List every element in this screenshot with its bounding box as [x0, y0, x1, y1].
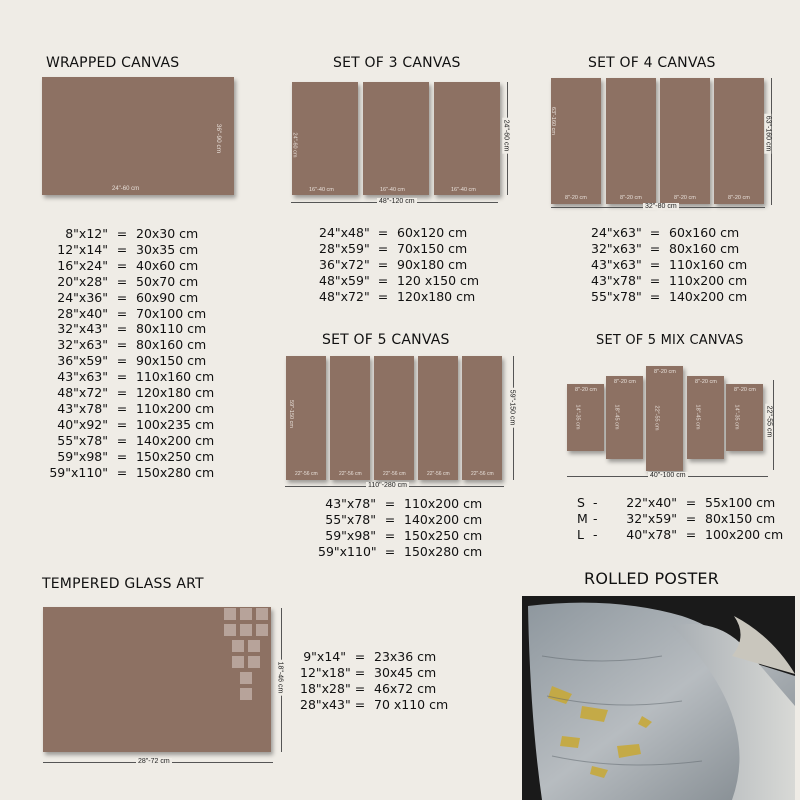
size-inches: 40"x78"	[626, 526, 677, 542]
panel-dimension-label: 22"-56 cm	[339, 471, 362, 477]
size-inches: 28"x59"	[319, 240, 370, 256]
size-inches: 43"x63"	[57, 369, 108, 385]
equals-sign: =	[116, 321, 128, 337]
glass-reflection-cell	[231, 639, 245, 653]
panel-dimension-label: 8"-20 cm	[695, 379, 717, 385]
size-row	[46, 433, 214, 449]
size-inches: 32"x63"	[57, 337, 108, 353]
size-cm: 150x250 cm	[136, 448, 215, 464]
size-letter: M	[577, 510, 588, 526]
mix5-panel	[606, 376, 643, 459]
size-cm: 110x200 cm	[404, 496, 483, 511]
equals-sign: =	[377, 240, 389, 256]
rolled-poster-illustration	[522, 596, 795, 800]
glass-reflection-cell	[255, 607, 269, 621]
set4-panel	[714, 78, 764, 204]
panel-dimension-label: 22"-55 cm	[653, 405, 660, 430]
size-row	[46, 385, 214, 401]
glass-width-label: 28"-72 cm	[138, 758, 170, 765]
size-cm: 23x36 cm	[374, 649, 437, 664]
size-inches: 32"x43"	[57, 321, 108, 337]
equals-sign: =	[354, 664, 366, 680]
size-cm: 110x160 cm	[669, 256, 748, 272]
size-cm: 150x280 cm	[136, 464, 215, 480]
size-cm: 70x100 cm	[136, 305, 207, 321]
glass-panel	[43, 607, 271, 752]
size-cm: 110x200 cm	[669, 272, 748, 288]
glass-reflection-cell	[223, 623, 237, 637]
size-inches: 59"x110"	[49, 464, 108, 480]
size-cm: 50x70 cm	[136, 273, 199, 289]
equals-sign: =	[116, 337, 128, 353]
size-row	[300, 649, 448, 665]
size-cm: 90x180 cm	[397, 256, 468, 272]
size-cm: 150x280 cm	[404, 543, 483, 559]
set5-total-width: 110"-280 cm	[368, 482, 407, 489]
set5-title: SET OF 5 CANVAS	[322, 332, 450, 348]
equals-sign: =	[116, 273, 128, 289]
size-inches: 55"x78"	[325, 511, 376, 527]
size-row	[46, 242, 214, 258]
equals-sign: =	[377, 256, 389, 272]
size-inches: 59"x110"	[318, 543, 377, 559]
panel-dimension-label: 8"-20 cm	[614, 379, 636, 385]
equals-sign: =	[685, 510, 697, 526]
size-inches: 24"x36"	[57, 289, 108, 305]
equals-sign: =	[354, 696, 366, 712]
size-dash: -	[593, 526, 598, 542]
mix5-panel	[646, 366, 683, 471]
mix5-total-width: 40"-100 cm	[650, 472, 686, 479]
glass-reflection-cell	[231, 655, 245, 669]
set5-panel	[418, 356, 458, 480]
size-inches: 8"x12"	[65, 226, 108, 241]
glass-reflection-cell	[239, 607, 253, 621]
size-inches: 9"x14"	[303, 649, 346, 664]
equals-sign: =	[649, 272, 661, 288]
equals-sign: =	[116, 353, 128, 369]
glass-size-list	[300, 649, 448, 713]
set5-panel	[462, 356, 502, 480]
size-row	[318, 496, 482, 512]
panel-dimension-label: 8"-20 cm	[654, 369, 676, 375]
size-row	[591, 225, 747, 241]
wrapped-width-label: 24"-60 cm	[112, 186, 140, 192]
set5-total-height: 59"-150 cm	[508, 389, 516, 426]
size-row	[46, 465, 214, 481]
size-inches: 48"x59"	[319, 272, 370, 288]
size-dash: -	[593, 510, 598, 526]
equals-sign: =	[116, 289, 128, 305]
size-row	[46, 258, 214, 274]
size-inches: 36"x72"	[319, 256, 370, 272]
size-inches: 43"x78"	[325, 496, 376, 511]
poster-title: ROLLED POSTER	[584, 569, 720, 588]
size-row	[300, 665, 448, 681]
size-cm: 150x250 cm	[404, 527, 483, 543]
size-cm: 110x160 cm	[136, 369, 215, 385]
size-cm: 60x120 cm	[397, 225, 468, 240]
size-row	[319, 225, 479, 241]
size-cm: 30x45 cm	[374, 664, 437, 680]
glass-reflection-cell	[239, 623, 253, 637]
size-cm: 110x200 cm	[136, 400, 215, 416]
panel-dimension-label: 8"-20 cm	[620, 195, 642, 201]
equals-sign: =	[384, 527, 396, 543]
panel-dimension-label: 22"-56 cm	[383, 471, 406, 477]
set4-panel	[551, 78, 601, 204]
equals-sign: =	[116, 226, 128, 241]
set4-title: SET OF 4 CANVAS	[588, 55, 716, 71]
size-inches: 40"x92"	[57, 416, 108, 432]
size-row	[46, 226, 214, 242]
size-inches: 18"x28"	[300, 680, 351, 696]
size-inches: 43"x63"	[591, 256, 642, 272]
panel-dimension-label: 14"-35 cm	[733, 404, 740, 429]
panel-dimension-label: 14"-35 cm	[574, 404, 581, 429]
size-cm: 120x180 cm	[397, 288, 476, 304]
equals-sign: =	[116, 464, 128, 480]
wrapped-size-list	[46, 226, 214, 481]
size-row	[577, 527, 783, 543]
size-row	[318, 544, 482, 560]
size-cm: 140x200 cm	[669, 288, 748, 304]
size-inches: 12"x14"	[57, 241, 108, 257]
equals-sign: =	[354, 680, 366, 696]
glass-height-label: 18"-46 cm	[276, 661, 284, 694]
mix5-title: SET OF 5 MIX CANVAS	[596, 333, 744, 348]
size-cm: 60x160 cm	[669, 225, 740, 240]
panel-dimension-label: 16"-40 cm	[451, 187, 476, 193]
glass-reflection-cell	[239, 687, 253, 701]
panel-dimension-label: 8"-20 cm	[734, 387, 756, 393]
equals-sign: =	[685, 526, 697, 542]
size-cm: 120 x150 cm	[397, 272, 480, 288]
equals-sign: =	[116, 416, 128, 432]
size-inches: 48"x72"	[57, 385, 108, 401]
panel-dimension-label: 22"-56 cm	[471, 471, 494, 477]
size-inches: 32"x63"	[591, 240, 642, 256]
size-row	[300, 681, 448, 697]
size-letter: S	[577, 495, 585, 510]
equals-sign: =	[384, 511, 396, 527]
panel-dimension-label: 22"-56 cm	[427, 471, 450, 477]
size-row	[46, 401, 214, 417]
panel-dimension-label: 59"-150 cm	[287, 400, 294, 428]
set3-panel	[363, 82, 429, 195]
panel-dimension-label: 22"-56 cm	[295, 471, 318, 477]
size-cm: 90x150 cm	[136, 353, 207, 369]
size-inches: 16"x24"	[57, 257, 108, 273]
size-row	[318, 512, 482, 528]
equals-sign: =	[116, 369, 128, 385]
size-inches: 24"x63"	[591, 225, 642, 240]
size-cm: 70 x110 cm	[374, 696, 449, 712]
size-inches: 55"x78"	[57, 432, 108, 448]
size-inches: 20"x28"	[57, 273, 108, 289]
size-cm: 30x35 cm	[136, 241, 199, 257]
size-row	[46, 353, 214, 369]
glass-reflection-cell	[255, 623, 269, 637]
set4-size-list	[591, 225, 747, 305]
rolled-poster-image	[522, 596, 795, 800]
size-cm: 80x160 cm	[136, 337, 207, 353]
size-row	[591, 273, 747, 289]
equals-sign: =	[649, 225, 661, 240]
equals-sign: =	[649, 240, 661, 256]
mix5-height-line	[773, 380, 774, 470]
size-row	[46, 369, 214, 385]
size-cm: 80x160 cm	[669, 240, 740, 256]
size-row	[577, 511, 783, 527]
equals-sign: =	[377, 288, 389, 304]
size-row	[319, 257, 479, 273]
size-cm: 70x150 cm	[397, 240, 468, 256]
equals-sign: =	[685, 495, 697, 510]
size-inches: 55"x78"	[591, 288, 642, 304]
wrapped-height-label: 36"-90 cm	[215, 123, 223, 154]
panel-dimension-label: 18"-45 cm	[613, 404, 620, 429]
panel-dimension-label: 16"-40 cm	[380, 187, 405, 193]
equals-sign: =	[377, 225, 389, 240]
size-row	[46, 274, 214, 290]
size-inches: 59"x98"	[57, 448, 108, 464]
equals-sign: =	[116, 432, 128, 448]
size-cm: 100x200 cm	[705, 526, 784, 542]
mix5-total-height: 22"-55 cm	[765, 405, 773, 438]
panel-dimension-label: 8"-20 cm	[565, 195, 587, 201]
set3-panel	[434, 82, 500, 195]
wrapped-canvas-panel	[42, 77, 234, 195]
size-cm: 55x100 cm	[705, 495, 776, 510]
set4-total-width: 32"-80 cm	[645, 203, 677, 210]
size-row	[46, 306, 214, 322]
size-cm: 20x30 cm	[136, 226, 199, 241]
set3-size-list	[319, 225, 479, 305]
panel-dimension-label: 8"-20 cm	[575, 387, 597, 393]
size-inches: 48"x72"	[319, 288, 370, 304]
size-cm: 80x150 cm	[705, 510, 776, 526]
size-cm: 80x110 cm	[136, 321, 207, 337]
equals-sign: =	[116, 241, 128, 257]
equals-sign: =	[116, 305, 128, 321]
mix5-panel	[687, 376, 724, 459]
size-row	[591, 241, 747, 257]
size-inches: 28"x40"	[57, 305, 108, 321]
equals-sign: =	[377, 272, 389, 288]
equals-sign: =	[116, 400, 128, 416]
glass-reflection-cell	[247, 639, 261, 653]
equals-sign: =	[384, 543, 396, 559]
size-row	[46, 290, 214, 306]
size-row	[591, 289, 747, 305]
equals-sign: =	[384, 496, 396, 511]
panel-dimension-label: 16"-40 cm	[309, 187, 334, 193]
equals-sign: =	[116, 448, 128, 464]
size-inches: 22"x40"	[626, 495, 677, 510]
set3-total-width: 48"-120 cm	[379, 198, 415, 205]
size-inches: 43"x78"	[591, 272, 642, 288]
size-letter: L	[577, 526, 584, 542]
size-row	[46, 337, 214, 353]
glass-reflection-cell	[247, 655, 261, 669]
set5-panel	[286, 356, 326, 480]
panel-dimension-label: 8"-20 cm	[674, 195, 696, 201]
glass-reflection-cell	[239, 671, 253, 685]
set3-total-height: 24"-60 cm	[502, 119, 510, 152]
panel-dimension-label: 8"-20 cm	[728, 195, 750, 201]
size-inches: 36"x59"	[57, 353, 108, 369]
size-row	[577, 495, 783, 511]
size-row	[319, 273, 479, 289]
equals-sign: =	[354, 649, 366, 664]
size-row	[591, 257, 747, 273]
size-row	[46, 449, 214, 465]
set3-title: SET OF 3 CANVAS	[333, 55, 461, 71]
size-dash: -	[593, 495, 598, 510]
size-inches: 24"x48"	[319, 225, 370, 240]
size-cm: 140x200 cm	[404, 511, 483, 527]
equals-sign: =	[649, 288, 661, 304]
size-inches: 32"x59"	[626, 510, 677, 526]
size-cm: 46x72 cm	[374, 680, 437, 696]
glass-title: TEMPERED GLASS ART	[42, 576, 204, 592]
size-cm: 60x90 cm	[136, 289, 199, 305]
size-row	[318, 528, 482, 544]
set5-panel	[330, 356, 370, 480]
size-cm: 140x200 cm	[136, 432, 215, 448]
set3-panel	[292, 82, 358, 195]
size-row	[319, 241, 479, 257]
size-row	[46, 417, 214, 433]
mix5-size-list	[577, 495, 783, 543]
size-row	[46, 321, 214, 337]
size-inches: 12"x18"	[300, 664, 351, 680]
size-cm: 120x180 cm	[136, 385, 215, 401]
size-inches: 59"x98"	[325, 527, 376, 543]
equals-sign: =	[116, 257, 128, 273]
panel-dimension-label: 18"-45 cm	[694, 404, 701, 429]
equals-sign: =	[116, 385, 128, 401]
glass-reflection-cell	[223, 607, 237, 621]
size-inches: 28"x43"	[300, 696, 351, 712]
equals-sign: =	[649, 256, 661, 272]
panel-dimension-label: 24"-60 cm	[291, 132, 298, 158]
set4-panel	[606, 78, 656, 204]
panel-dimension-label: 63"-160 cm	[549, 107, 556, 135]
size-row	[300, 697, 448, 713]
size-cm: 40x60 cm	[136, 257, 199, 273]
size-row	[319, 289, 479, 305]
set5-panel	[374, 356, 414, 480]
mix5-panel	[567, 384, 604, 451]
set4-total-height: 63"-160 cm	[764, 115, 772, 152]
set5-size-list	[318, 496, 482, 560]
wrapped-canvas-title: WRAPPED CANVAS	[46, 55, 180, 71]
mix5-panel	[726, 384, 763, 451]
size-inches: 43"x78"	[57, 400, 108, 416]
set4-panel	[660, 78, 710, 204]
size-cm: 100x235 cm	[136, 416, 215, 432]
